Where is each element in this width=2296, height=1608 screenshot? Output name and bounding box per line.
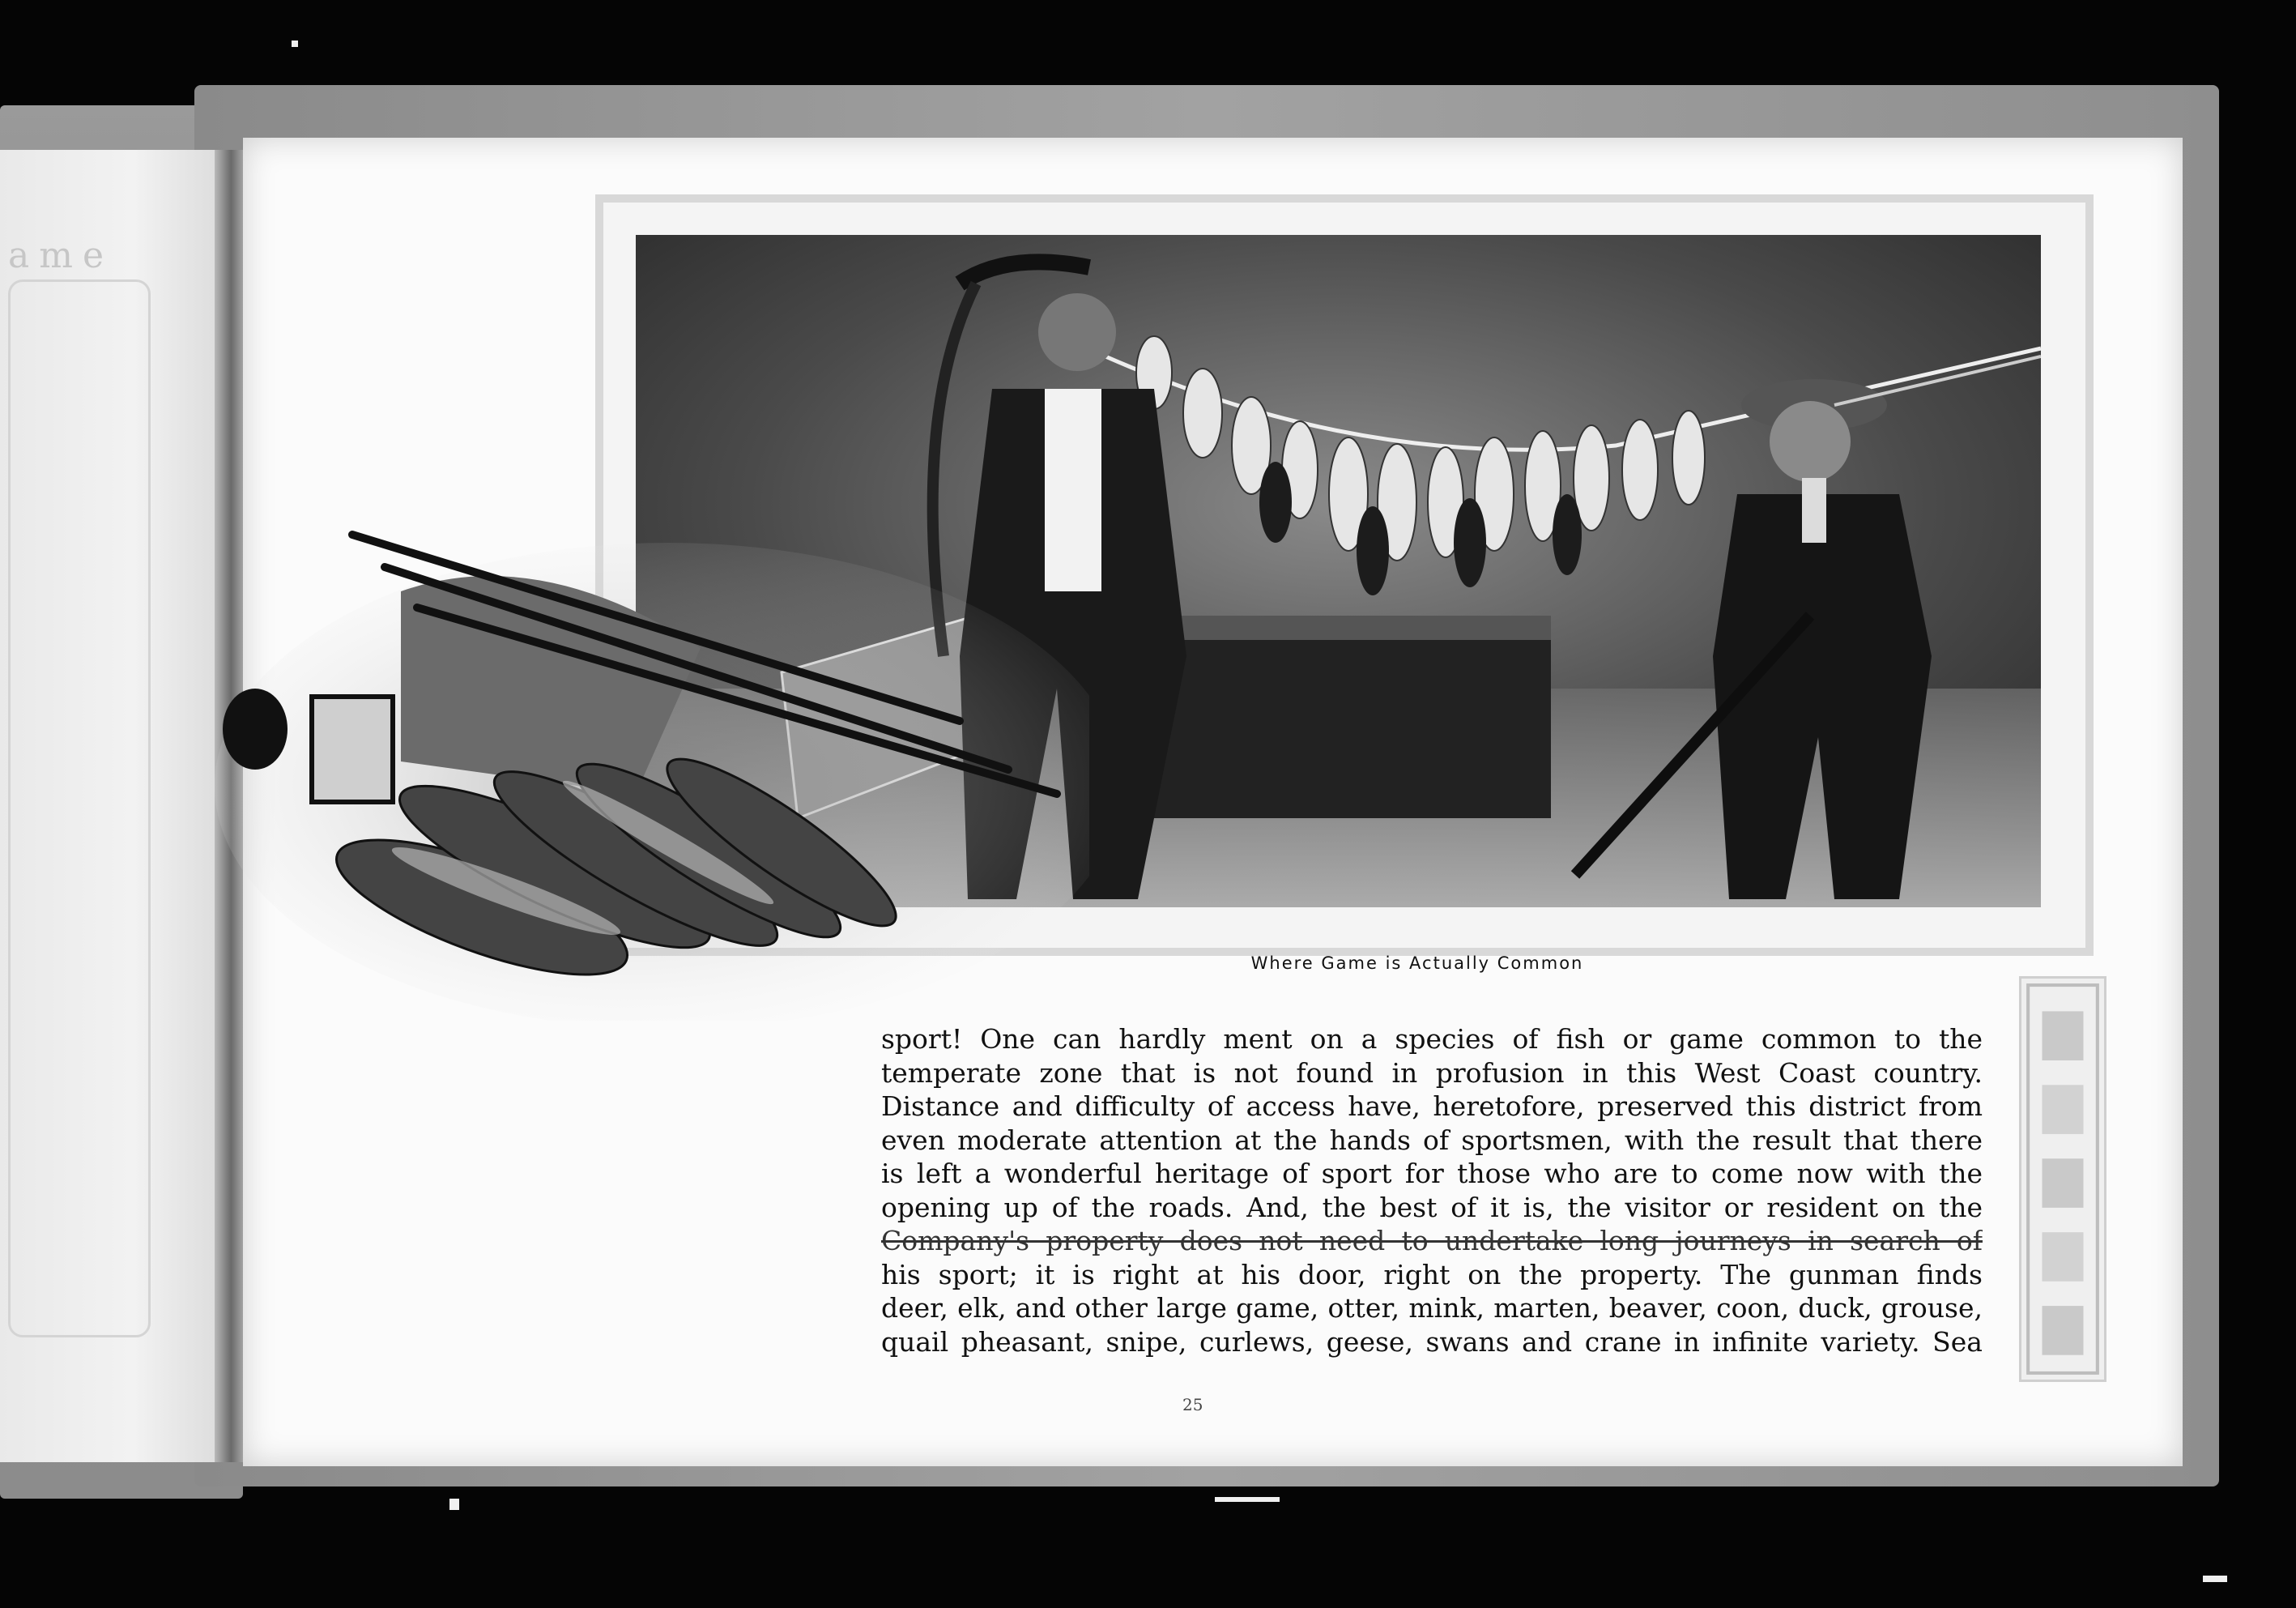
body-line: opening up of the roads. And, the best of it is, the visitor or resident on the <box>881 1191 1983 1223</box>
body-line: temperate zone that is not found in profusion in this West Coast country. <box>881 1056 1983 1089</box>
body-line: quail pheasant, snipe, curlews, geese, swans and crane in infinite variety. Sea <box>881 1325 1983 1358</box>
body-line: sport! One can hardly ment on a species of fish or game common to the <box>881 1023 1983 1055</box>
body-line: is left a wonderful heritage of sport for those who are to come now with the <box>881 1158 1983 1189</box>
photo-caption: Where Game is Actually Common <box>1250 953 1584 973</box>
body-line: even moderate attention at the hands of sportsmen, with the result that there <box>881 1124 1983 1156</box>
scan-speck <box>2203 1576 2227 1582</box>
body-paragraph <box>881 1022 1983 1358</box>
body-line: his sport; it is right at his door, right on the property. The gunman finds <box>881 1258 1983 1290</box>
fish-and-tackle-illustration <box>215 518 1089 1021</box>
scan-speck <box>1215 1497 1280 1502</box>
left-page-faded-frame <box>8 279 151 1337</box>
left-page-heading-fragment: ame <box>8 235 113 276</box>
edge-decorative-tab <box>2019 976 2106 1382</box>
body-line: Distance and difficulty of access have, heretofore, preserved this district from <box>881 1090 1983 1122</box>
edge-ornament-icon <box>2021 979 2104 1380</box>
body-line-struck: Company's property does not need to undertake long journeys in search of <box>881 1225 1983 1256</box>
scan-speck <box>292 41 298 47</box>
page-number: 25 <box>1182 1395 1203 1414</box>
scan-speck <box>449 1499 459 1510</box>
body-line: deer, elk, and other large game, otter, mink, marten, beaver, coon, duck, grouse, <box>881 1292 1983 1324</box>
